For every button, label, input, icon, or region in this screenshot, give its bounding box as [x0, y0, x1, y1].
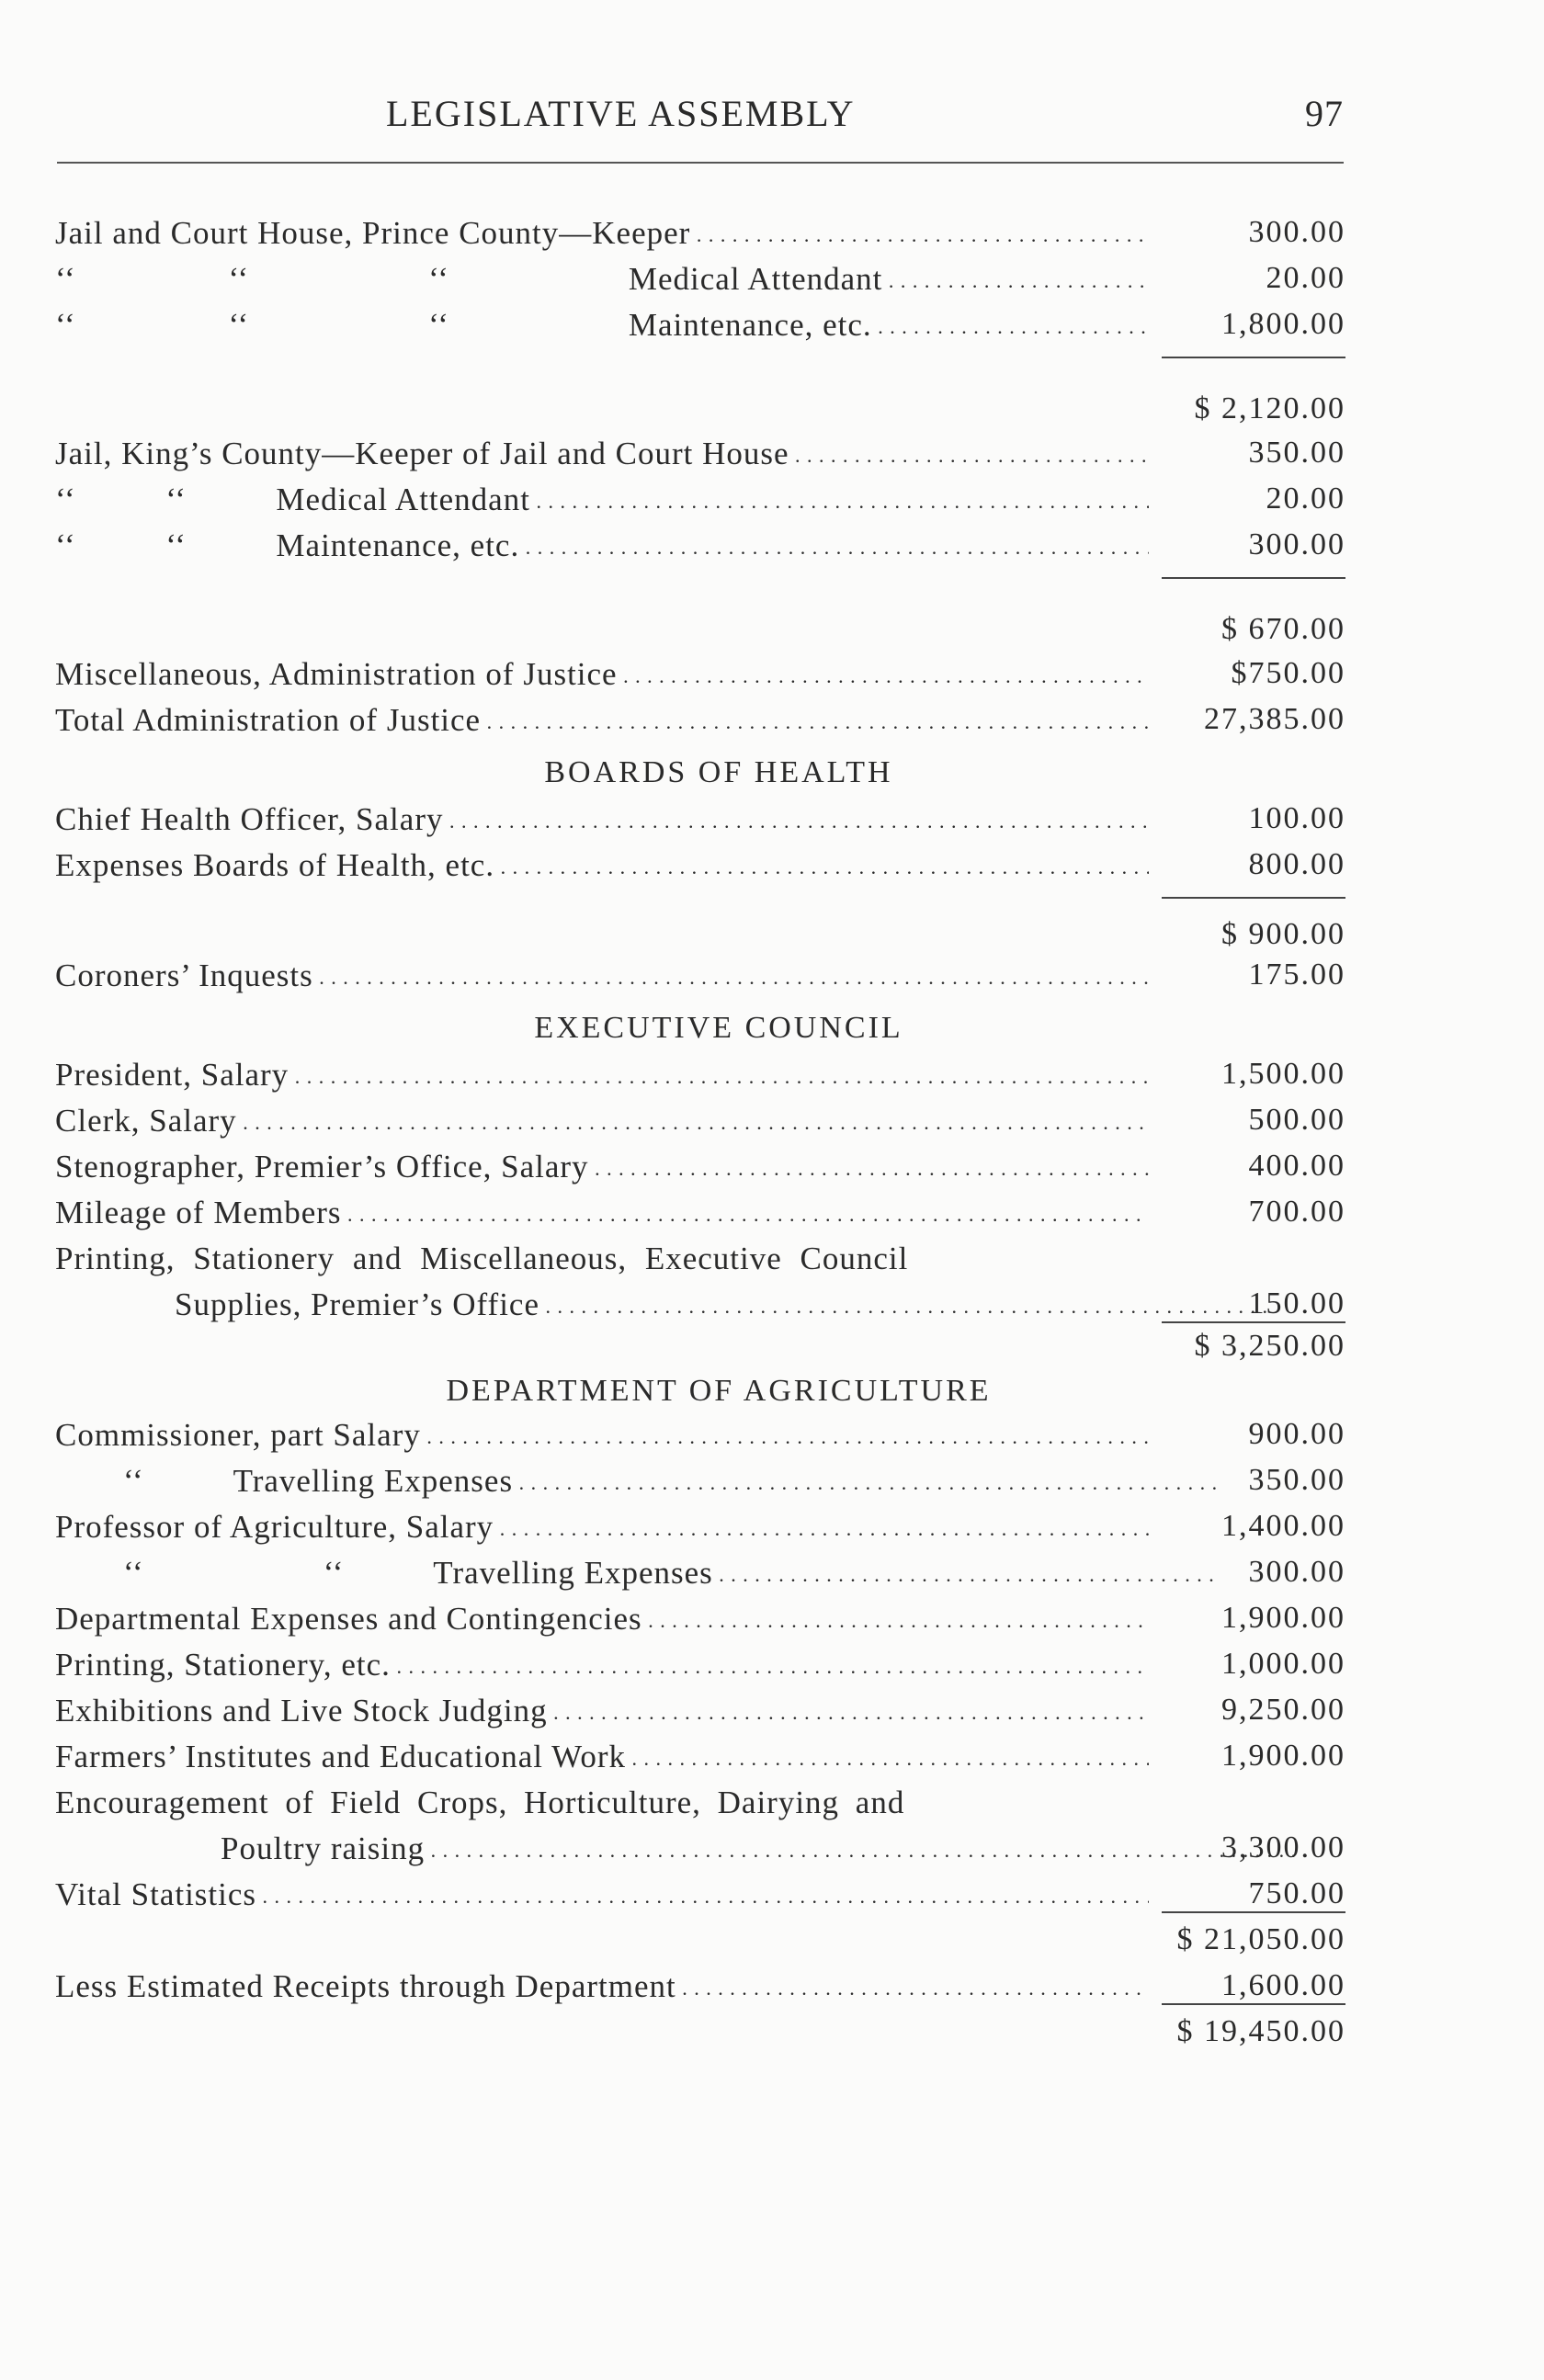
row-label: ‘‘ ‘‘ ‘‘ Medical Attendant . . . [55, 261, 1149, 298]
row-label: ‘‘ Travelling Expenses . . . [55, 1463, 1217, 1500]
row-amount: 175.00 [1248, 958, 1345, 992]
row-amount: 1,400.00 [1221, 1509, 1345, 1543]
row-amount: 1,600.00 [1162, 1968, 1345, 2005]
row-label: Clerk, Salary . . . [55, 1103, 1149, 1139]
row-label: Less Estimated Receipts through Department . . . [55, 1968, 1149, 2005]
row-amount: 300.00 [1248, 1555, 1345, 1589]
table-row [55, 799, 1345, 845]
row-amount: 1,900.00 [1221, 1601, 1345, 1635]
row-label: Exhibitions and Live Stock Judging . . . [55, 1693, 1149, 1729]
row-amount: 300.00 [1248, 215, 1345, 249]
row-label: Vital Statistics . . . [55, 1876, 1149, 1913]
subtotal-row [55, 364, 1345, 434]
subtotal-amount: $ 21,050.00 [1176, 1922, 1345, 1956]
row-label: Coroners’ Inquests . . . [55, 958, 1149, 994]
table-row [55, 1966, 1345, 2012]
table-row [55, 1829, 1345, 1875]
row-amount: 27,385.00 [1204, 702, 1345, 736]
net-total-amount: $ 19,450.00 [1176, 2014, 1345, 2048]
section-heading-agriculture: DEPARTMENT OF AGRICULTURE [446, 1374, 992, 1408]
row-amount: $750.00 [1231, 656, 1345, 690]
row-amount: 20.00 [1266, 261, 1345, 295]
row-label: Professor of Agriculture, Salary . . . [55, 1509, 1149, 1546]
row-label: Encouragement of Field Crops, Horticulture, Dairying and [55, 1785, 905, 1820]
subtotal-amount: $ 2,120.00 [1194, 391, 1345, 425]
table-row [55, 1285, 1345, 1331]
table-row [55, 526, 1345, 572]
row-label: Farmers’ Institutes and Educational Work . . . [55, 1739, 1149, 1775]
row-label: ‘‘ ‘‘ Travelling Expenses . . . [55, 1555, 1217, 1592]
table-row [55, 1415, 1345, 1461]
row-amount: 400.00 [1248, 1149, 1345, 1183]
header-rule [57, 162, 1344, 164]
table-row [55, 1193, 1345, 1239]
row-amount: 800.00 [1248, 847, 1345, 881]
row-amount: 1,800.00 [1221, 307, 1345, 341]
row-label: ‘‘ ‘‘ Medical Attendant . . . [55, 482, 1149, 518]
table-row [55, 1101, 1345, 1147]
table-row [55, 1783, 1345, 1829]
table-row [55, 1147, 1345, 1193]
row-amount: 750.00 [1162, 1876, 1345, 1913]
row-label: Departmental Expenses and Contingencies . . . [55, 1601, 1149, 1638]
row-amount: 20.00 [1266, 482, 1345, 516]
row-label: Jail and Court House, Prince County—Keeper . . . [55, 215, 1149, 252]
subtotal-row [55, 1921, 1345, 1966]
section-heading-executive-council: EXECUTIVE COUNCIL [534, 1011, 903, 1045]
row-label: Commissioner, part Salary . . . [55, 1417, 1149, 1454]
table-row [55, 700, 1345, 746]
subtotal-amount: $ 670.00 [1221, 612, 1345, 646]
row-amount: 350.00 [1248, 1463, 1345, 1497]
row-amount: 100.00 [1248, 801, 1345, 835]
subtotal-amount: $ 3,250.00 [1194, 1329, 1345, 1363]
table-row [55, 480, 1345, 526]
row-label: Supplies, Premier’s Office . . . [55, 1286, 1268, 1323]
row-label: Miscellaneous, Administration of Justice . . . [55, 656, 1149, 693]
net-total-row [55, 2012, 1345, 2058]
subtotal-row [55, 904, 1345, 956]
row-label: Printing, Stationery and Miscellaneous, Executive Council [55, 1241, 909, 1276]
subtotal-row [55, 1331, 1345, 1367]
table-row [55, 654, 1345, 700]
row-amount: 1,500.00 [1221, 1057, 1345, 1091]
table-row [55, 1599, 1345, 1645]
row-amount: 350.00 [1248, 436, 1345, 470]
row-label: Printing, Stationery, etc. . . . [55, 1647, 1149, 1683]
row-amount: 9,250.00 [1221, 1693, 1345, 1727]
table-row [55, 213, 1345, 259]
row-amount: 3,300.00 [1221, 1830, 1345, 1864]
section-heading-boards-of-health: BOARDS OF HEALTH [544, 755, 893, 789]
table-row [55, 956, 1345, 1002]
table-row [55, 1875, 1345, 1921]
table-row [55, 434, 1345, 480]
table-row [55, 1239, 1345, 1285]
subtotal-row [55, 584, 1345, 654]
sum-rule [55, 351, 1345, 364]
table-row [55, 1737, 1345, 1783]
row-amount: 900.00 [1248, 1417, 1345, 1451]
row-amount: 700.00 [1248, 1195, 1345, 1229]
table-row [55, 1055, 1345, 1101]
table-row [55, 1553, 1345, 1599]
table-row [55, 305, 1345, 351]
row-label: Expenses Boards of Health, etc. . . . [55, 847, 1149, 884]
row-label: ‘‘ ‘‘ Maintenance, etc. . . . [55, 527, 1149, 564]
row-amount: 300.00 [1248, 527, 1345, 561]
table-row [55, 1691, 1345, 1737]
sum-rule [55, 891, 1345, 904]
row-label: Stenographer, Premier’s Office, Salary . . . [55, 1149, 1149, 1185]
row-amount: 1,900.00 [1221, 1739, 1345, 1773]
row-label: Mileage of Members . . . [55, 1195, 1149, 1231]
running-title: LEGISLATIVE ASSEMBLY [386, 93, 856, 134]
table-row [55, 259, 1345, 305]
table-row [55, 1645, 1345, 1691]
row-amount: 1,000.00 [1221, 1647, 1345, 1681]
row-label: Poultry raising . . . [55, 1830, 1314, 1867]
table-row [55, 845, 1345, 891]
row-label: Total Administration of Justice . . . [55, 702, 1149, 739]
subtotal-amount: $ 900.00 [1221, 917, 1345, 951]
row-label: ‘‘ ‘‘ ‘‘ Maintenance, etc. . . . [55, 307, 1149, 344]
table-row [55, 1507, 1345, 1553]
row-label: President, Salary . . . [55, 1057, 1149, 1094]
row-amount: 500.00 [1248, 1103, 1345, 1137]
table-row [55, 1461, 1345, 1507]
page-header [57, 85, 1344, 136]
estimates-table [55, 213, 1345, 2058]
sum-rule [55, 572, 1345, 584]
row-label: Chief Health Officer, Salary . . . [55, 801, 1149, 838]
row-amount: 150.00 [1162, 1286, 1345, 1323]
row-label: Jail, King’s County—Keeper of Jail and Court House . . . [55, 436, 1149, 472]
page-number: 97 [1305, 93, 1344, 134]
